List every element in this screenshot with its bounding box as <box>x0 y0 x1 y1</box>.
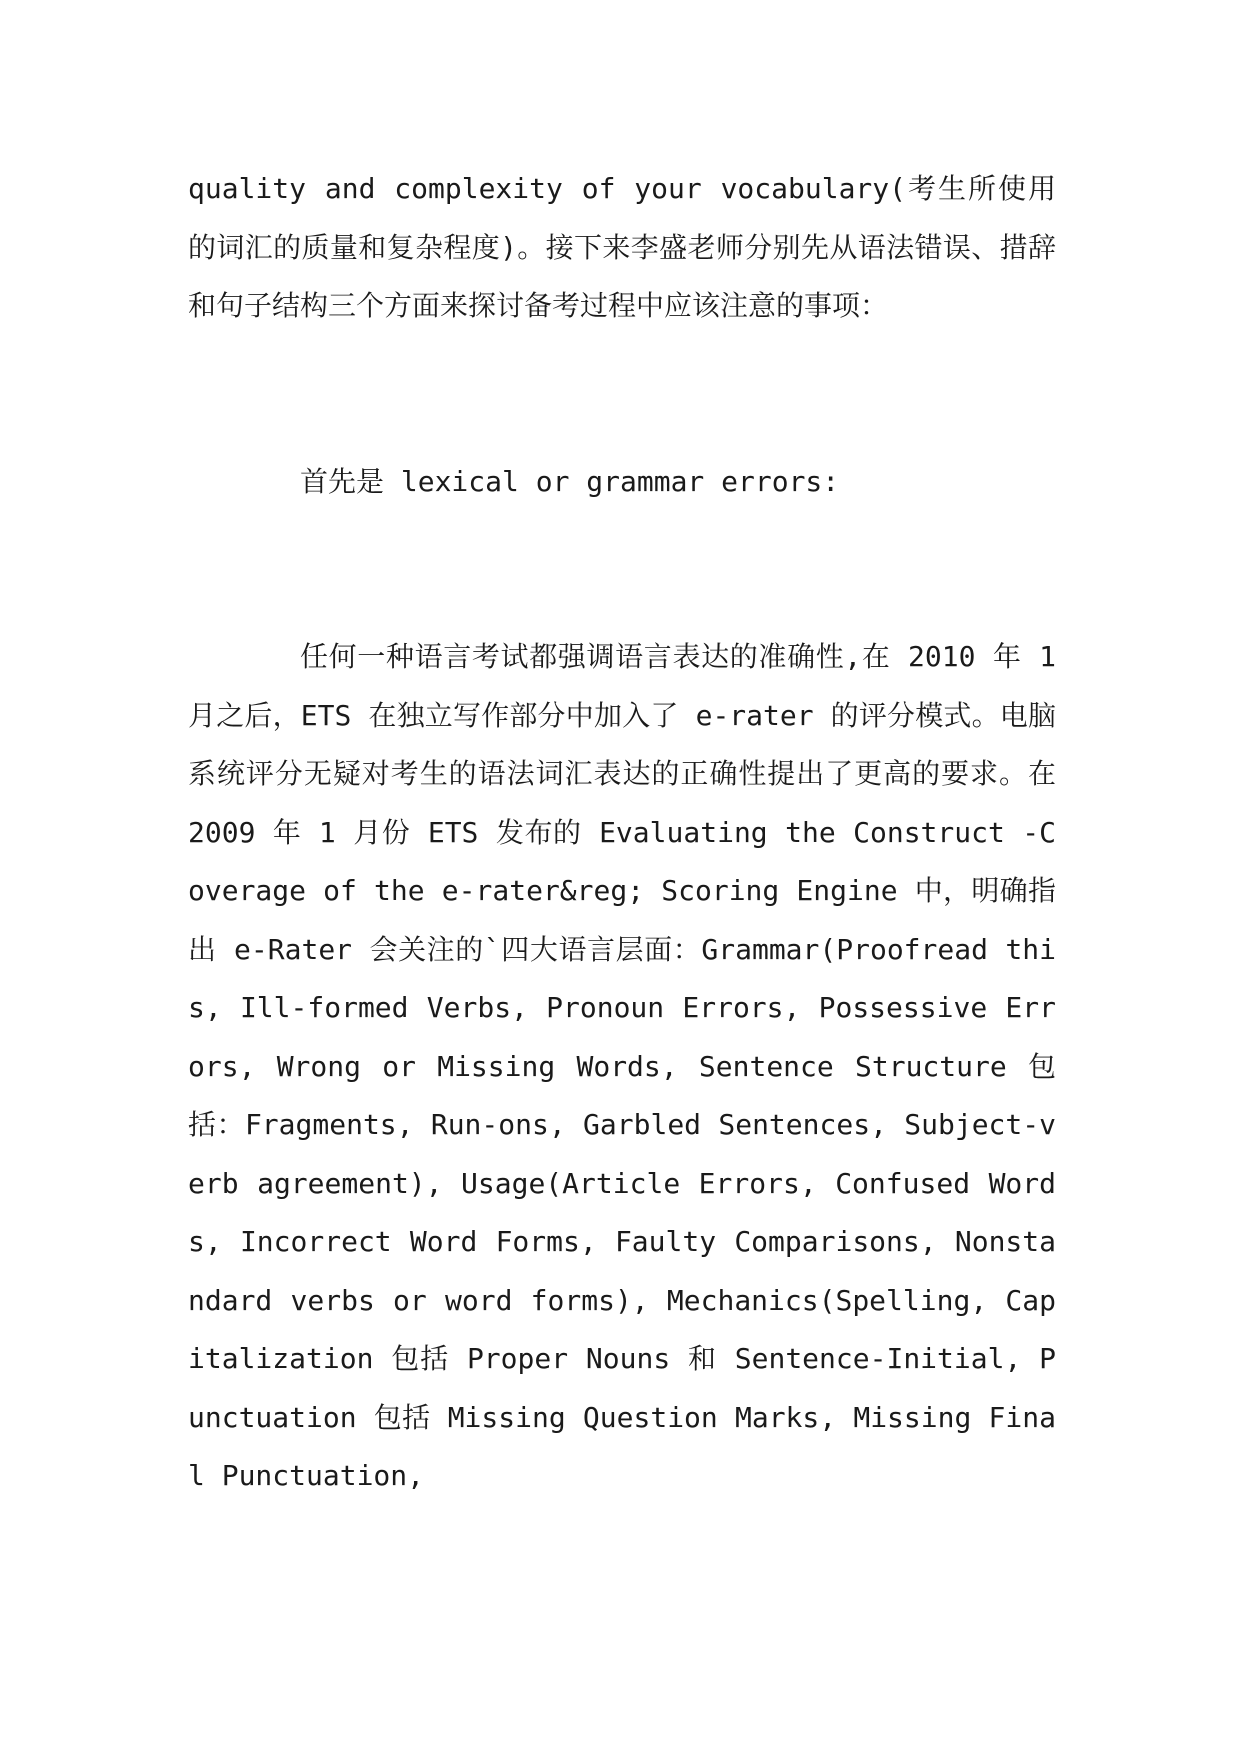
paragraph-vocabulary-intro: quality and complexity of your vocabulary(考生所使用的词汇的质量和复杂程度)。接下来李盛老师分别先从语法错误、措辞和句子结构三个方面来探讨备考过程中应该注意的事项： <box>188 172 1056 322</box>
paragraph-lexical-grammar-heading: 首先是 lexical or grammar errors: <box>300 464 840 498</box>
document-page <box>188 160 1056 1506</box>
paragraph-erater-details: 任何一种语言考试都强调语言表达的准确性,在 2010 年 1 月之后，ETS 在独立写作部分中加入了 e-rater 的评分模式。电脑系统评分无疑对考生的语法词汇表达的正确性提出了更高的要求。在 2009 年 1 月份 ETS 发布的 Evaluating the Construct -Coverage of the e-rater&reg; Scoring Engine 中，明确指出 e-Rater 会关注的`四大语言层面：Grammar(Proofread this, Ill-formed Verbs, Pronoun Errors, Possessive Errors, Wrong or Missing Words, Sentence Structure 包括：Fragments, Run-ons, Garbled Sentences, Subject-verb agreement), Usage(Article Errors, Confused Words, Incorrect Word Forms, Faulty Comparisons, Nonstandard verbs or word forms), Mechanics(Spelling, Capitalization 包括 Proper Nouns 和 Sentence-Initial, Punctuation 包括 Missing Question Marks, Missing Final Punctuation, <box>188 640 1056 1492</box>
